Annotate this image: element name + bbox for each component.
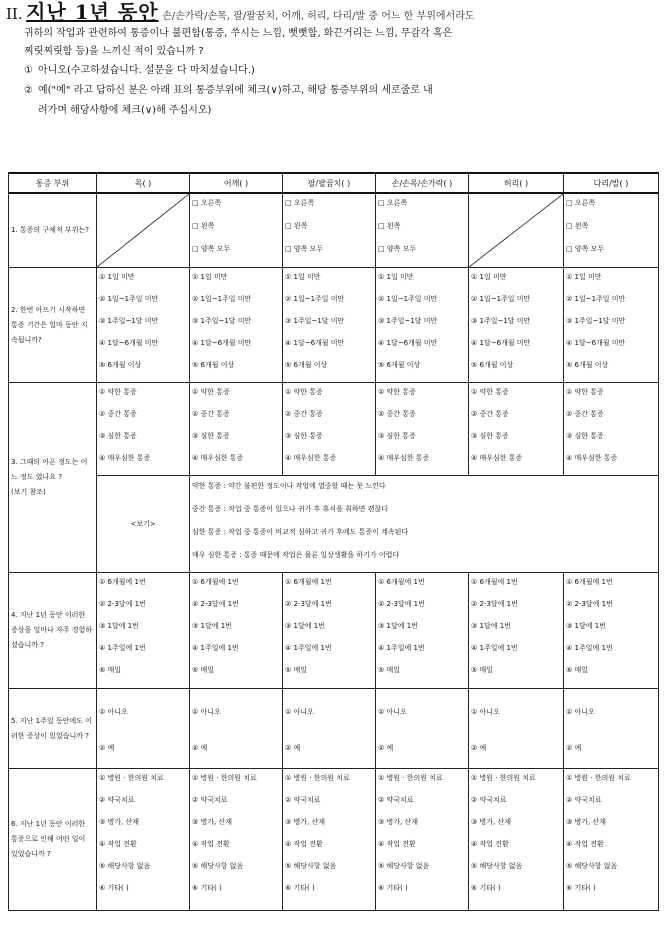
option[interactable]: ⑤ 6개월 이상 xyxy=(192,361,235,369)
checkbox-left[interactable]: □ 왼쪽 xyxy=(192,222,215,230)
header-leg[interactable]: 다리/발( ) xyxy=(564,173,659,193)
option[interactable]: ④ 매우심한 통증 xyxy=(192,454,244,462)
header-neck[interactable]: 목( ) xyxy=(97,173,190,193)
option-yes[interactable]: ② 예 xyxy=(566,744,582,752)
q5-col[interactable] xyxy=(564,689,659,769)
option[interactable]: ② 1일~1주일 미만 xyxy=(285,295,345,303)
option[interactable]: ④ 작업 전환 xyxy=(285,840,323,848)
option[interactable]: ⑤ 해당사항 없음 xyxy=(471,862,523,870)
option[interactable]: ① 약한 통증 xyxy=(99,388,137,396)
option[interactable]: ④ 작업 전환 xyxy=(471,840,509,848)
option[interactable]: ③ 심한 통증 xyxy=(192,432,230,440)
checkbox-both[interactable]: □ 양쪽 모두 xyxy=(566,245,605,253)
option[interactable]: ⑥ 기타( ) xyxy=(192,884,222,892)
q4-col[interactable] xyxy=(190,573,283,689)
option-no[interactable]: ① 아니오 xyxy=(566,708,595,716)
intro-line-3: 찌릿찌릿함 등)을 느끼신 적이 있습니까 ? xyxy=(24,46,204,57)
option[interactable]: ① 6개월에 1번 xyxy=(378,578,425,586)
option[interactable]: ① 병원 · 한의원 치료 xyxy=(566,774,631,782)
option[interactable]: ④ 작업 전환 xyxy=(378,840,416,848)
option[interactable]: ① 약한 통증 xyxy=(192,388,230,396)
checkbox-left[interactable]: □ 왼쪽 xyxy=(285,222,308,230)
q5-col[interactable] xyxy=(469,689,564,769)
option[interactable]: ② 2-3달에 1번 xyxy=(192,600,239,608)
option[interactable]: ④ 매우심한 통증 xyxy=(99,454,151,462)
option[interactable]: ④ 1달~6개월 미만 xyxy=(378,339,438,347)
q1-row xyxy=(9,193,659,268)
option[interactable]: ④ 1달~6개월 미만 xyxy=(99,339,159,347)
option[interactable]: ① 1일 미만 xyxy=(378,273,414,281)
option[interactable]: ① 6개월에 1번 xyxy=(99,578,146,586)
q2-col[interactable] xyxy=(283,268,376,383)
section-subtitle: 손/손가락/손목, 팔/팔꿈치, 어깨, 허리, 다리/발 중 어느 한 부위에서라도 xyxy=(162,11,475,22)
checkbox-right[interactable]: □ 오른쪽 xyxy=(378,199,408,207)
header-back[interactable]: 허리( ) xyxy=(469,173,564,193)
q2-col[interactable] xyxy=(564,268,659,383)
option[interactable]: ① 1일 미만 xyxy=(471,273,507,281)
checkbox-both[interactable]: □ 양쪽 모두 xyxy=(192,245,231,253)
option[interactable]: ④ 1달~6개월 미만 xyxy=(566,339,626,347)
option[interactable]: ② 중간 통증 xyxy=(566,410,604,418)
option[interactable]: ① 1일 미만 xyxy=(192,273,228,281)
option[interactable]: ② 1일~1주일 미만 xyxy=(99,295,159,303)
option[interactable]: ② 약국치료 xyxy=(285,796,321,804)
option[interactable]: ① 약한 통증 xyxy=(285,388,323,396)
section-heading xyxy=(6,0,658,25)
q3-label xyxy=(9,383,97,573)
q5-label: 5. 지난 1주일 동안에도 이러한 증상이 있었습니까 ? xyxy=(9,689,97,769)
option[interactable]: ② 2-3달에 1번 xyxy=(566,600,613,608)
option[interactable]: ③ 1달에 1번 xyxy=(192,622,232,630)
option[interactable]: ⑤ 매일 xyxy=(471,666,494,674)
option[interactable]: ④ 1주일에 1번 xyxy=(471,644,518,652)
option[interactable]: ⑤ 매일 xyxy=(99,666,122,674)
q4-label: 4. 지난 1년 동안 이러한 증상을 얼마나 자주 경험하셨습니까 ? xyxy=(9,573,97,689)
q6-col[interactable] xyxy=(190,769,283,911)
option[interactable]: ⑤ 해당사항 없음 xyxy=(192,862,244,870)
option[interactable]: ② 2-3달에 1번 xyxy=(471,600,518,608)
option-text: 려가며 해당사항에 체크(∨)해 주십시오) xyxy=(38,105,212,116)
option-no[interactable]: ① 아니오 xyxy=(285,708,314,716)
option[interactable]: ① 6개월에 1번 xyxy=(285,578,332,586)
q3-label-text: 3. 그때의 아픈 정도는 어느 정도 였나요 ? xyxy=(11,458,88,481)
option-text: 예("예" 라고 답하신 분은 아래 표의 통증부위에 체크(∨)하고, 해당 통증부위의 세로줄로 내 xyxy=(38,85,433,96)
q6-col[interactable] xyxy=(97,769,190,911)
option[interactable]: ① 1일 미만 xyxy=(285,273,321,281)
option[interactable]: ⑥ 기타( ) xyxy=(378,884,408,892)
option[interactable]: ⑥ 기타( ) xyxy=(471,884,501,892)
option[interactable]: ③ 1주일~1달 미만 xyxy=(566,317,626,325)
option[interactable]: ② 2-3달에 1번 xyxy=(99,600,146,608)
q3-col[interactable] xyxy=(283,383,376,476)
option[interactable]: ⑥ 기타( ) xyxy=(566,884,596,892)
q5-col[interactable] xyxy=(283,689,376,769)
checkbox-left[interactable]: □ 왼쪽 xyxy=(378,222,401,230)
q6-label: 6. 지난 1년 동안 이러한 통증으로 인해 어떤 일이 있었습니까 ? xyxy=(9,769,97,911)
example-line: 심한 통증 : 작업 중 통증이 비교적 심하고 귀가 후에도 통증이 계속된다 xyxy=(192,528,409,536)
header-arm[interactable]: 팔/팔꿈치( ) xyxy=(283,173,376,193)
example-label: <보기> xyxy=(97,476,190,573)
option[interactable]: ③ 심한 통증 xyxy=(99,432,137,440)
option[interactable]: ① 6개월에 1번 xyxy=(471,578,518,586)
q1-back-na xyxy=(469,193,564,268)
option[interactable]: ④ 1달~6개월 미만 xyxy=(285,339,345,347)
q1-arm[interactable] xyxy=(283,193,376,268)
option[interactable]: ④ 1달~6개월 미만 xyxy=(471,339,531,347)
option[interactable]: ③ 1달에 1번 xyxy=(99,622,139,630)
checkbox-both[interactable]: □ 양쪽 모두 xyxy=(378,245,417,253)
option[interactable]: ① 1일 미만 xyxy=(566,273,602,281)
option[interactable]: ④ 작업 전환 xyxy=(192,840,230,848)
q1-neck-na xyxy=(97,193,190,268)
option[interactable]: ④ 1주일에 1번 xyxy=(566,644,613,652)
option[interactable]: ② 약국치료 xyxy=(566,796,602,804)
q2-col[interactable] xyxy=(97,268,190,383)
q4-col[interactable] xyxy=(376,573,469,689)
option[interactable]: ⑤ 해당사항 없음 xyxy=(378,862,430,870)
option-no[interactable]: ① 아니오 xyxy=(378,708,407,716)
option[interactable]: ③ 심한 통증 xyxy=(471,432,509,440)
option-number: ② xyxy=(24,85,33,96)
header-row xyxy=(9,173,659,193)
example-line: 중간 통증 : 작업 중 통증이 있으나 귀가 후 휴식을 취하면 괜찮다 xyxy=(192,505,388,513)
option[interactable]: ③ 1주일~1달 미만 xyxy=(99,317,159,325)
option[interactable]: ⑤ 해당사항 없음 xyxy=(285,862,337,870)
intro-line-2: 귀하의 작업과 관련하여 통증이나 불편함(통증, 쑤시는 느낌, 뻣뻣함, 화끈거리는 느낌, 무감각 혹은 xyxy=(24,28,453,39)
option[interactable]: ③ 1달에 1번 xyxy=(285,622,325,630)
q4-col[interactable] xyxy=(469,573,564,689)
intro-option-2-cont xyxy=(6,101,658,121)
option[interactable]: ② 2-3달에 1번 xyxy=(378,600,425,608)
survey-table xyxy=(8,172,659,911)
intro-section xyxy=(6,0,658,121)
q2-label: 2. 한번 아프기 시작하면 통증 기간은 얼마 동안 지속됩니까? xyxy=(9,268,97,383)
option[interactable]: ③ 1달에 1번 xyxy=(378,622,418,630)
option[interactable]: ① 병원 · 한의원 치료 xyxy=(285,774,350,782)
option[interactable]: ① 병원 · 한의원 치료 xyxy=(378,774,443,782)
option[interactable]: ③ 병가, 산재 xyxy=(471,818,511,826)
q1-shoulder[interactable] xyxy=(190,193,283,268)
example-text xyxy=(190,476,659,573)
option[interactable]: ④ 1주일에 1번 xyxy=(285,644,332,652)
option[interactable]: ① 약한 통증 xyxy=(378,388,416,396)
header-hand[interactable]: 손/손목/손가락( ) xyxy=(376,173,469,193)
option[interactable]: ④ 작업 전환 xyxy=(99,840,137,848)
option[interactable]: ③ 심한 통증 xyxy=(566,432,604,440)
option-number: ① xyxy=(24,65,33,76)
option[interactable]: ④ 작업 전환 xyxy=(566,840,604,848)
option[interactable]: ② 약국치료 xyxy=(192,796,228,804)
q3-col[interactable] xyxy=(376,383,469,476)
option-yes[interactable]: ② 예 xyxy=(99,744,115,752)
option[interactable]: ⑥ 기타( ) xyxy=(285,884,315,892)
option-no[interactable]: ① 아니오 xyxy=(192,708,221,716)
q4-col[interactable] xyxy=(97,573,190,689)
q2-row xyxy=(9,268,659,383)
q4-row xyxy=(9,573,659,689)
q3-col[interactable] xyxy=(190,383,283,476)
option[interactable]: ① 병원 · 한의원 치료 xyxy=(192,774,257,782)
option-text: 아니오(수고하셨습니다. 설문을 다 마치셨습니다.) xyxy=(38,65,255,76)
q5-row xyxy=(9,689,659,769)
option[interactable]: ② 중간 통증 xyxy=(471,410,509,418)
option[interactable]: ② 중간 통증 xyxy=(99,410,137,418)
option[interactable]: ⑤ 매일 xyxy=(378,666,401,674)
option[interactable]: ⑤ 6개월 이상 xyxy=(566,361,609,369)
option[interactable]: ① 병원 · 한의원 치료 xyxy=(99,774,164,782)
option[interactable]: ② 중간 통증 xyxy=(192,410,230,418)
q2-col[interactable] xyxy=(376,268,469,383)
option[interactable]: ⑤ 매일 xyxy=(192,666,215,674)
q1-leg[interactable] xyxy=(564,193,659,268)
option-yes[interactable]: ② 예 xyxy=(378,744,394,752)
q6-col[interactable] xyxy=(469,769,564,911)
checkbox-right[interactable]: □ 오른쪽 xyxy=(285,199,315,207)
q3-label-note: (보기 참조) xyxy=(11,488,46,496)
q3-col[interactable] xyxy=(564,383,659,476)
option[interactable]: ⑤ 6개월 이상 xyxy=(471,361,514,369)
option-no[interactable]: ① 아니오 xyxy=(99,708,128,716)
example-row xyxy=(9,476,659,573)
section-title: 지난 1년 동안 xyxy=(26,0,159,24)
option[interactable]: ③ 1달에 1번 xyxy=(471,622,511,630)
option[interactable]: ① 약한 통증 xyxy=(566,388,604,396)
q4-col[interactable] xyxy=(283,573,376,689)
option[interactable]: ③ 1주일~1달 미만 xyxy=(471,317,531,325)
q6-row xyxy=(9,769,659,911)
option[interactable]: ⑤ 6개월 이상 xyxy=(99,361,142,369)
q1-hand[interactable] xyxy=(376,193,469,268)
option[interactable]: ③ 병가, 산재 xyxy=(378,818,418,826)
q4-col[interactable] xyxy=(564,573,659,689)
q2-col[interactable] xyxy=(469,268,564,383)
option[interactable]: ③ 1달에 1번 xyxy=(566,622,606,630)
checkbox-right[interactable]: □ 오른쪽 xyxy=(192,199,222,207)
option[interactable]: ③ 병가, 산재 xyxy=(285,818,325,826)
option[interactable]: ① 6개월에 1번 xyxy=(566,578,613,586)
option[interactable]: ⑤ 매일 xyxy=(285,666,308,674)
intro-option-1[interactable] xyxy=(6,61,658,81)
q1-label: 1. 통증의 구체적 부위는? xyxy=(9,193,97,268)
option[interactable]: ② 약국치료 xyxy=(99,796,135,804)
option[interactable]: ③ 1주일~1달 미만 xyxy=(378,317,438,325)
q3-row xyxy=(9,383,659,476)
option[interactable]: ③ 1주일~1달 미만 xyxy=(192,317,252,325)
q2-col[interactable] xyxy=(190,268,283,383)
option[interactable]: ① 병원 · 한의원 치료 xyxy=(471,774,536,782)
option[interactable]: ④ 매우심한 통증 xyxy=(566,454,618,462)
option[interactable]: ③ 심한 통증 xyxy=(378,432,416,440)
header-pain-area: 통증 부위 xyxy=(9,173,97,193)
example-line: 약한 통증 : 약간 불편한 정도이나 작업에 열중할 때는 못 느낀다 xyxy=(192,482,386,490)
option-yes[interactable]: ② 예 xyxy=(285,744,301,752)
q3-col[interactable] xyxy=(97,383,190,476)
option[interactable]: ⑤ 해당사항 없음 xyxy=(566,862,618,870)
option[interactable]: ④ 1주일에 1번 xyxy=(192,644,239,652)
option[interactable]: ② 1일~1주일 미만 xyxy=(378,295,438,303)
option[interactable]: ⑥ 기타( ) xyxy=(99,884,129,892)
option[interactable]: ② 중간 통증 xyxy=(378,410,416,418)
q5-col[interactable] xyxy=(190,689,283,769)
q6-col[interactable] xyxy=(564,769,659,911)
option[interactable]: ⑤ 6개월 이상 xyxy=(285,361,328,369)
option[interactable]: ① 6개월에 1번 xyxy=(192,578,239,586)
option[interactable]: ② 1일~1주일 미만 xyxy=(471,295,531,303)
q5-col[interactable] xyxy=(97,689,190,769)
option[interactable]: ④ 매우심한 통증 xyxy=(285,454,337,462)
intro-option-2[interactable] xyxy=(6,81,658,101)
option[interactable]: ⑤ 해당사항 없음 xyxy=(99,862,151,870)
checkbox-both[interactable]: □ 양쪽 모두 xyxy=(285,245,324,253)
q6-col[interactable] xyxy=(283,769,376,911)
q3-col[interactable] xyxy=(469,383,564,476)
example-line: 매우 심한 통증 : 통증 때문에 작업은 물론 일상생활을 하기가 어렵다 xyxy=(192,551,400,559)
option[interactable]: ③ 심한 통증 xyxy=(285,432,323,440)
option-yes[interactable]: ② 예 xyxy=(471,744,487,752)
option-yes[interactable]: ② 예 xyxy=(192,744,208,752)
option[interactable]: ③ 1주일~1달 미만 xyxy=(285,317,345,325)
header-shoulder[interactable]: 어깨( ) xyxy=(190,173,283,193)
option[interactable]: ② 약국치료 xyxy=(378,796,414,804)
section-number: II. xyxy=(6,5,23,23)
option[interactable]: ② 2-3달에 1번 xyxy=(285,600,332,608)
option[interactable]: ② 1일~1주일 미만 xyxy=(192,295,252,303)
option[interactable]: ② 중간 통증 xyxy=(285,410,323,418)
checkbox-left[interactable]: □ 왼쪽 xyxy=(566,222,589,230)
option[interactable]: ④ 1달~6개월 미만 xyxy=(192,339,252,347)
q6-col[interactable] xyxy=(376,769,469,911)
option[interactable]: ③ 병가, 산재 xyxy=(99,818,139,826)
option[interactable]: ② 약국치료 xyxy=(471,796,507,804)
option[interactable]: ④ 매우심한 통증 xyxy=(378,454,430,462)
option[interactable]: ③ 병가, 산재 xyxy=(192,818,232,826)
checkbox-right[interactable]: □ 오른쪽 xyxy=(566,199,596,207)
option[interactable]: ⑤ 6개월 이상 xyxy=(378,361,421,369)
option[interactable]: ① 약한 통증 xyxy=(471,388,509,396)
option-no[interactable]: ① 아니오 xyxy=(471,708,500,716)
q5-col[interactable] xyxy=(376,689,469,769)
option[interactable]: ⑤ 매일 xyxy=(566,666,589,674)
option[interactable]: ② 1일~1주일 미만 xyxy=(566,295,626,303)
option[interactable]: ④ 매우심한 통증 xyxy=(471,454,523,462)
option[interactable]: ③ 병가, 산재 xyxy=(566,818,606,826)
option[interactable]: ① 1일 미만 xyxy=(99,273,135,281)
option[interactable]: ④ 1주일에 1번 xyxy=(99,644,146,652)
option[interactable]: ④ 1주일에 1번 xyxy=(378,644,425,652)
